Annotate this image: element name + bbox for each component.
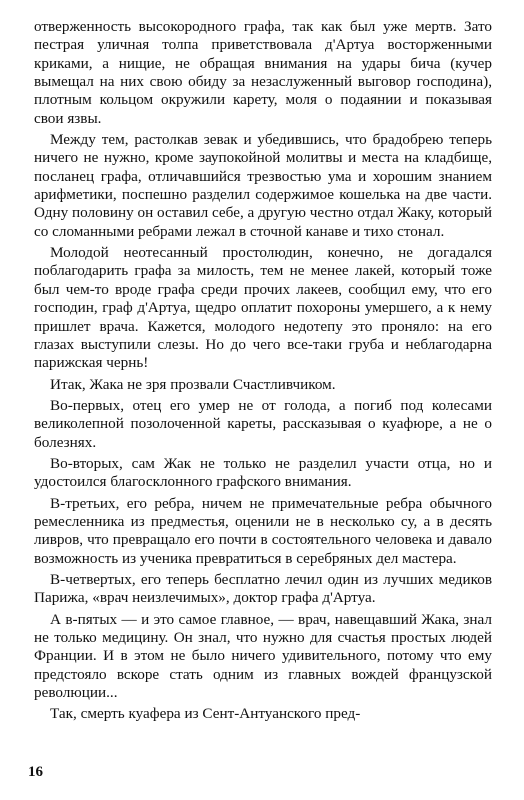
- paragraph: Во-вторых, сам Жак не только не разделил участи отца, но и удостоился благосклонного графского внимания.: [34, 454, 492, 491]
- paragraph: Между тем, растолкав зевак и убедившись, что брадобрею теперь ничего не нужно, кроме заупокойной молитвы и места на кладбище, посланец графа, отличавшийся трезвостью ума и хорошим знанием арифметики, поспешно разделил содержимое кошелька на две части. Одну половину он оставил себе, а другую честно отдал Жаку, который со сломанными ребрами лежал в сточной канаве и тихо стонал.: [34, 131, 492, 240]
- paragraph: Во-первых, отец его умер не от голода, а погиб под колесами великолепной позолоченной кареты, рассказывая о куафюре, а не о болезнях.: [34, 396, 492, 451]
- paragraph: В-четвертых, его теперь бесплатно лечил один из лучших медиков Парижа, «врач неизлечимых», доктор графа д'Артуа.: [34, 570, 492, 607]
- paragraph: Итак, Жака не зря прозвали Счастливчиком.: [50, 375, 336, 393]
- paragraph: Молодой неотесанный простолюдин, конечно, не догадался поблагодарить графа за милость, тем не менее лакей, который тоже был чем-то вроде графа среди прочих лакеев, сообщил ему, что его господин, граф д'Артуа, щедро оплатит похороны умершего, а к нему пришлет врача. Кажется, молодого недотепу это проняло: на его глазах выступили слезы. Но до чего все-таки груба и неблагодарна парижская чернь!: [34, 244, 492, 372]
- body-text: [34, 18, 492, 727]
- paragraph: Так, смерть куафера из Сент-Антуанского пред-: [50, 705, 361, 723]
- page-number: 16: [28, 764, 43, 780]
- paragraph: отверженность высокородного графа, так как был уже мертв. Зато пестрая уличная толпа приветствовала д'Артуа восторженными криками, а нищие, не обращая внимания на удары бича (кучер вымещал на них свою обиду за незаслуженный выговор господина), плотным кольцом окружили карету, моля о подаянии и показывая свои язвы.: [34, 18, 492, 127]
- paragraph: В-третьих, его ребра, ничем не примечательные ребра обычного ремесленника из предместья, оценили не в несколько су, а в десять ливров, что превращало его почти в состоятельного человека и давало возможность из ученика превратиться в серебряных дел мастера.: [34, 494, 492, 567]
- paragraph: А в-пятых — и это самое главное, — врач, навещавший Жака, знал не только медицину. Он знал, что нужно для счастья простых людей Франции. И в этом не было ничего удивительного, потому что ему предстояло вскоре стать одним из главных вождей французской революции...: [34, 610, 492, 702]
